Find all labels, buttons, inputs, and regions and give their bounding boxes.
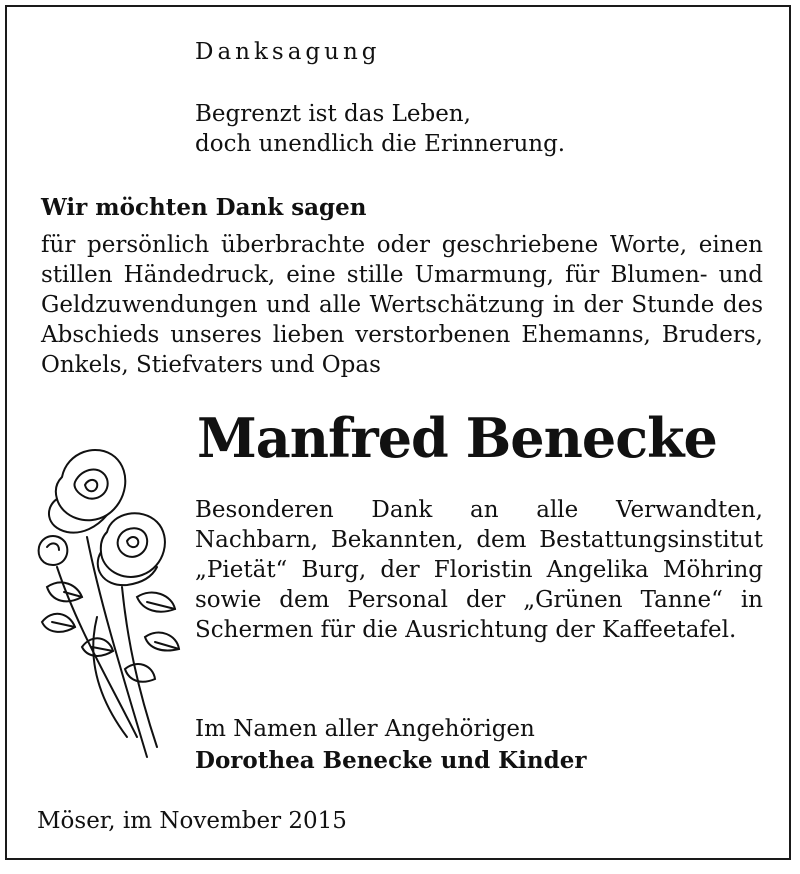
thanks-heading: Wir möchten Dank sagen	[41, 194, 367, 221]
signer-name: Dorothea Benecke und Kinder	[195, 747, 587, 774]
roses-illustration-icon	[27, 437, 187, 772]
notice-heading: Danksagung	[195, 39, 381, 65]
quote-line-2: doch unendlich die Erinnerung.	[195, 131, 566, 157]
deceased-name: Manfred Benecke	[197, 406, 717, 470]
intro-paragraph: für persönlich überbrachte oder geschriebene Worte, einen stillen Händedruck, eine stille Umarmung, für Blumen- und Geldzuwendungen und alle Wertschätzung in der Stunde des Abschieds unseres lieben verstorbenen Ehemanns, Bruders, Onkels, Stiefvaters und Opas	[41, 232, 763, 378]
closing-line: Im Namen aller Angehörigen	[195, 716, 535, 742]
quote-line-1: Begrenzt ist das Leben,	[195, 101, 471, 127]
place-date: Möser, im November 2015	[37, 808, 347, 834]
memorial-quote	[195, 99, 565, 159]
obituary-notice	[5, 5, 791, 860]
special-thanks-paragraph: Besonderen Dank an alle Verwandten, Nachbarn, Bekannten, dem Bestattungsinstitut „Pietät“ Burg, der Floristin Angelika Möhring sowie dem Personal der „Grünen Tanne“ in Schermen für die Ausrichtung der Kaffeetafel.	[195, 497, 763, 643]
